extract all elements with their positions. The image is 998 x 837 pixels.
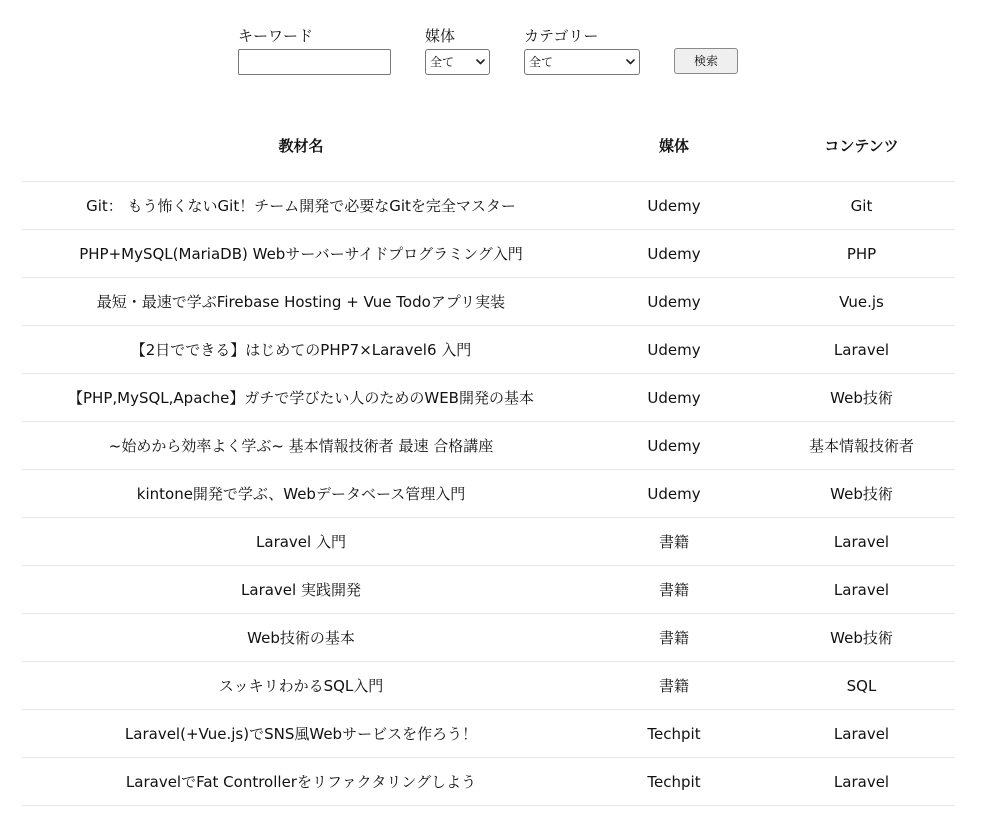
header-media: 媒体: [580, 110, 768, 182]
cell-content: Laravel: [768, 518, 955, 566]
keyword-label: キーワード: [238, 27, 314, 45]
category-label: カテゴリー: [524, 27, 599, 45]
cell-content: Web技術: [768, 614, 955, 662]
cell-media: Udemy: [580, 374, 768, 422]
cell-content: Laravel: [768, 566, 955, 614]
cell-content: SQL: [768, 662, 955, 710]
table-row: [22, 710, 955, 758]
cell-title: kintone開発で学ぶ、Webデータベース管理入門: [22, 470, 580, 518]
media-select-value: 全て: [430, 55, 455, 69]
cell-content: Web技術: [768, 374, 955, 422]
table-row: [22, 230, 955, 278]
table-row: [22, 614, 955, 662]
cell-content: Laravel: [768, 710, 955, 758]
cell-content: Git: [768, 182, 955, 230]
table-header: [22, 110, 955, 182]
chevron-down-icon: [476, 59, 485, 65]
media-field: [425, 26, 456, 69]
table-row: [22, 470, 955, 518]
cell-media: Udemy: [580, 230, 768, 278]
table-body: [22, 182, 955, 806]
cell-media: 書籍: [580, 566, 768, 614]
cell-media: Techpit: [580, 710, 768, 758]
cell-media: Udemy: [580, 470, 768, 518]
keyword-input[interactable]: [238, 49, 391, 75]
category-field: [524, 26, 599, 69]
cell-title: Web技術の基本: [22, 614, 580, 662]
cell-title: スッキリわかるSQL入門: [22, 662, 580, 710]
cell-content: Laravel: [768, 758, 955, 806]
search-form: [0, 26, 998, 86]
cell-content: Laravel: [768, 326, 955, 374]
search-button[interactable]: 検索: [674, 48, 738, 74]
cell-title: 最短・最速で学ぶFirebase Hosting + Vue Todoアプリ実装: [22, 278, 580, 326]
cell-media: Techpit: [580, 758, 768, 806]
category-select[interactable]: [524, 49, 640, 75]
table-row: [22, 422, 955, 470]
cell-title: ~始めから効率よく学ぶ~ 基本情報技術者 最速 合格講座: [22, 422, 580, 470]
cell-media: 書籍: [580, 662, 768, 710]
table-row: [22, 278, 955, 326]
keyword-field: [238, 26, 313, 46]
table-row: [22, 662, 955, 710]
table-row: [22, 326, 955, 374]
table-row: [22, 518, 955, 566]
table-row: [22, 566, 955, 614]
table-header-row: [22, 110, 955, 182]
table-row: [22, 182, 955, 230]
cell-media: Udemy: [580, 278, 768, 326]
cell-media: Udemy: [580, 182, 768, 230]
cell-content: PHP: [768, 230, 955, 278]
table-row: [22, 758, 955, 806]
cell-title: Laravel 実践開発: [22, 566, 580, 614]
cell-content: Web技術: [768, 470, 955, 518]
header-content: コンテンツ: [768, 110, 955, 182]
media-label: 媒体: [425, 27, 456, 45]
cell-media: 書籍: [580, 614, 768, 662]
cell-media: Udemy: [580, 422, 768, 470]
materials-table: [22, 110, 955, 806]
cell-content: 基本情報技術者: [768, 422, 955, 470]
cell-media: Udemy: [580, 326, 768, 374]
header-title: 教材名: [22, 110, 580, 182]
media-select[interactable]: [425, 49, 490, 75]
cell-title: PHP+MySQL(MariaDB) Webサーバーサイドプログラミング入門: [22, 230, 580, 278]
chevron-down-icon: [626, 59, 635, 65]
cell-title: LaravelでFat Controllerをリファクタリングしよう: [22, 758, 580, 806]
cell-title: Laravel(+Vue.js)でSNS風Webサービスを作ろう！: [22, 710, 580, 758]
category-select-value: 全て: [529, 55, 554, 69]
cell-content: Vue.js: [768, 278, 955, 326]
cell-title: 【PHP,MySQL,Apache】ガチで学びたい人のためのWEB開発の基本: [22, 374, 580, 422]
cell-title: Git： もう怖くないGit！チーム開発で必要なGitを完全マスター: [22, 182, 580, 230]
cell-title: Laravel 入門: [22, 518, 580, 566]
table-row: [22, 374, 955, 422]
cell-media: 書籍: [580, 518, 768, 566]
cell-title: 【2日でできる】はじめてのPHP7×Laravel6 入門: [22, 326, 580, 374]
